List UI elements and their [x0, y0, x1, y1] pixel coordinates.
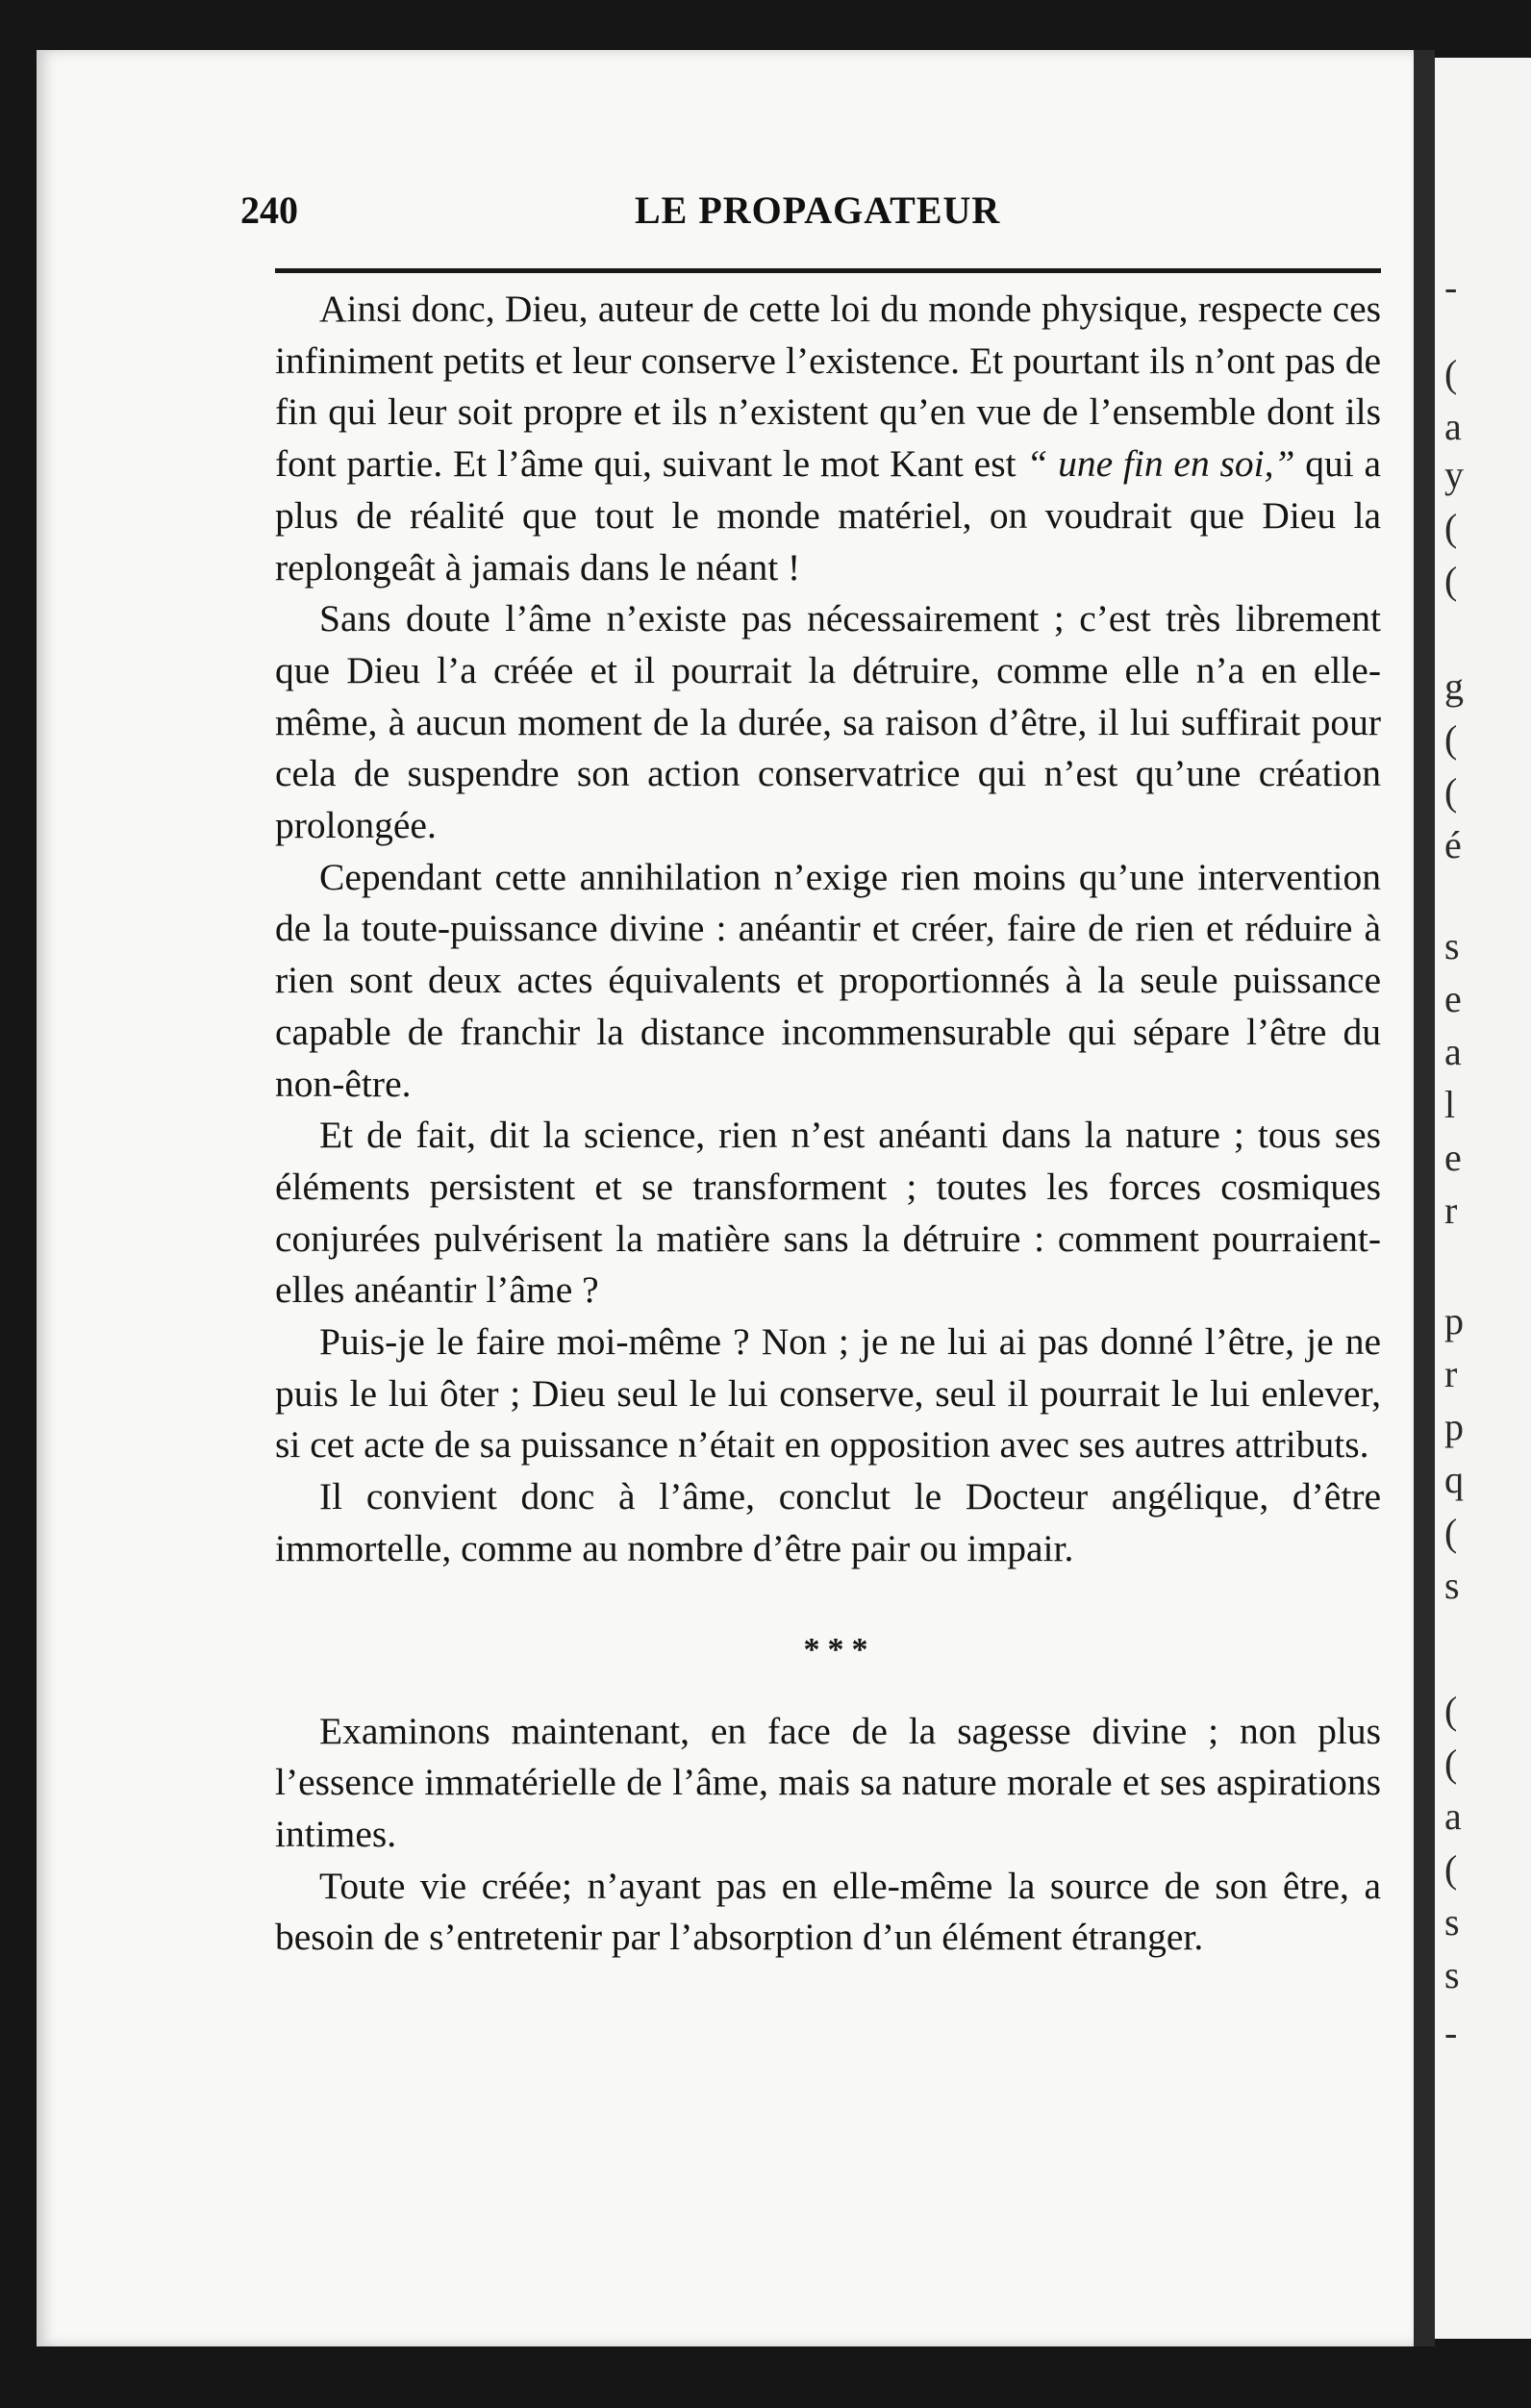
next-page-fragment: q	[1444, 1458, 1464, 1501]
next-page-fragment: a	[1444, 405, 1462, 448]
paragraph: Sans doute l’âme n’existe pas nécessairement ; c’est très librement que Dieu l’a créée et il pourrait la détruire, comme elle n’a en elle-même, à aucun moment de la durée, sa raison d’être, il lui suffirait pour cela de suspendre son action conservatrice qui n’est qu’une création prolongée.	[275, 597, 1381, 847]
next-page-fragment: (	[1444, 770, 1458, 814]
paragraph: Toute vie créée; n’ayant pas en elle-même la source de son être, a besoin de s’entretenir par l’absorption d’un élément étranger.	[275, 1864, 1381, 1959]
paragraph: Puis-je le faire moi-même ? Non ; je ne lui ai pas donné l’être, je ne puis le lui ôter ; Dieu seul le lui conserve, seul il pourrait le lui enlever, si cet acte de sa puissance n’était en opposition avec ses autres attributs.	[275, 1320, 1381, 1467]
next-page-fragment: e	[1444, 1136, 1462, 1179]
next-page-edge	[1435, 58, 1531, 2339]
running-title: LE PROPAGATEUR	[635, 188, 1001, 232]
next-page-fragment: p	[1444, 1405, 1464, 1448]
next-page-fragment: -	[1444, 2011, 1458, 2054]
next-page-fragment: (	[1444, 1511, 1458, 1554]
next-page-fragment: (	[1444, 352, 1458, 395]
next-page-fragment: g	[1444, 665, 1464, 708]
next-page-fragment: (	[1444, 1847, 1458, 1891]
paragraph-text: Ainsi donc, Dieu, auteur de cette loi du monde physique, respecte ces infiniment petits et leur conserve l’existence. Et pourtant ils n’ont pas de fin qui leur soit propre et ils n’existent qu’en vue de l’ensemble dont ils font partie. Et l’âme qui, suivant le mot Kant est	[275, 288, 1381, 486]
next-page-fragment: l	[1444, 1083, 1456, 1126]
next-page-fragment: e	[1444, 977, 1462, 1020]
next-page-fragment: r	[1444, 1352, 1458, 1395]
next-page-fragment: r	[1444, 1189, 1458, 1232]
next-page-fragment: -	[1444, 265, 1458, 309]
italic-quote: “ une fin en soi,”	[1026, 442, 1295, 486]
next-page-fragment: a	[1444, 1030, 1462, 1073]
header-rule	[275, 268, 1381, 273]
paragraph-text: qui a plus de réalité que tout le monde matériel, on voudrait que Dieu la replongeât à jamais dans le néant !	[275, 442, 1381, 589]
next-page-fragment: s	[1444, 1900, 1460, 1944]
next-page-fragment: s	[1444, 1953, 1460, 1996]
next-page-fragment: (	[1444, 1689, 1458, 1732]
next-page-fragment: s	[1444, 1564, 1460, 1607]
page-header	[240, 188, 1366, 245]
next-page-fragment: s	[1444, 924, 1460, 967]
paragraph: Et de fait, dit la science, rien n’est anéanti dans la nature ; tous ses éléments persistent et se transforment ; toutes les forces cosmiques conjurées pulvérisent la matière sans la détruire : comment pourraient-elles anéantir l’âme ?	[275, 1114, 1381, 1312]
next-page-fragment: p	[1444, 1299, 1464, 1342]
next-page-fragment: (	[1444, 559, 1458, 602]
body-text	[275, 284, 1381, 1964]
next-page-fragment: (	[1444, 717, 1458, 761]
page-number: 240	[240, 188, 298, 232]
paragraph: Examinons maintenant, en face de la sagesse divine ; non plus l’essence immatérielle de l’âme, mais sa nature morale et ses aspirations intimes.	[275, 1709, 1381, 1855]
paragraph	[275, 284, 1381, 593]
section-separator: ***	[803, 1631, 876, 1668]
next-page-fragment: é	[1444, 823, 1462, 866]
next-page-fragment: (	[1444, 1742, 1458, 1785]
paragraph: Cependant cette annihilation n’exige rien moins qu’une intervention de la toute-puissance divine : anéantir et créer, faire de rien et réduire à rien sont deux actes équivalents et proportionnés à la seule puissance capable de franchir la distance incommensurable qui sépare l’être du non-être.	[275, 855, 1381, 1105]
page-gutter	[1414, 50, 1435, 2346]
paragraph: Il convient donc à l’âme, conclut le Docteur angélique, d’être immortelle, comme au nombre d’être pair ou impair.	[275, 1475, 1381, 1569]
next-page-fragment: a	[1444, 1794, 1462, 1838]
next-page-fragment: (	[1444, 506, 1458, 549]
next-page-fragment: y	[1444, 453, 1464, 496]
